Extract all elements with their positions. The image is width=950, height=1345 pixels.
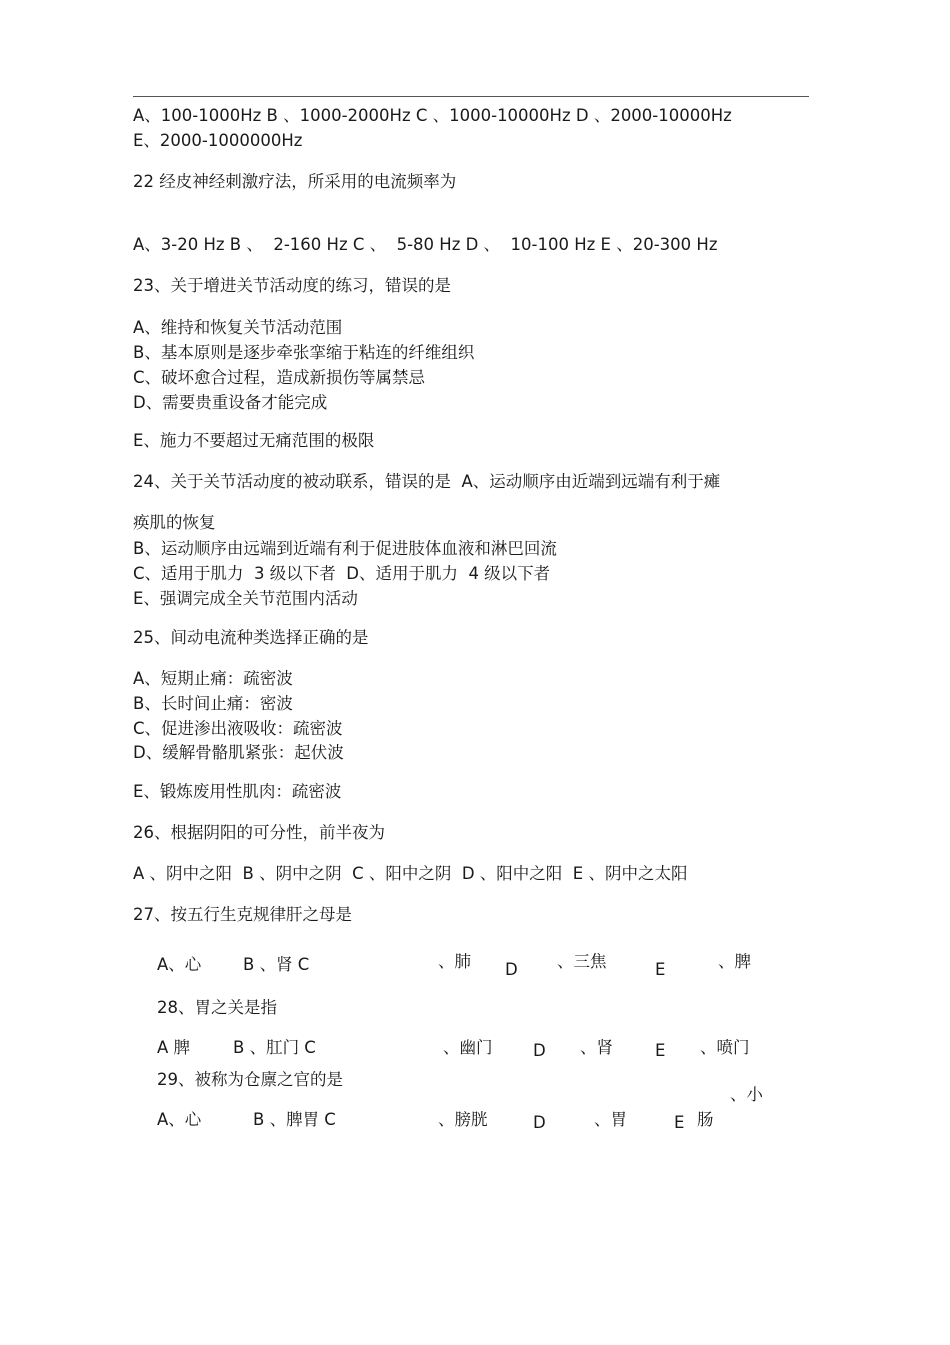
q29-option-c: 、膀胱 [438,1110,488,1129]
q28-option-a: A 脾 [157,1038,191,1057]
q24-stem: 24、关于关节活动度的被动联系，错误的是 A、运动顺序由近端到远端有利于瘫 [133,472,721,491]
q29-option-a: A、心 [157,1110,202,1129]
q28-option-d-letter: D [533,1041,546,1060]
q27-stem: 27、按五行生克规律肝之母是 [133,905,352,924]
q27-option-d: 、三焦 [557,952,607,971]
q21-options-line-2: E、2000-1000000Hz [133,131,303,150]
q27-option-e: 、脾 [718,952,751,971]
q29-option-e-part1: 、小 [730,1085,763,1104]
q24-option-b: B、运动顺序由远端到近端有利于促进肢体血液和淋巴回流 [133,539,557,558]
q24-option-e: E、强调完成全关节范围内活动 [133,589,358,608]
q29-option-e-part2: 肠 [697,1110,714,1129]
q23-stem: 23、关于增进关节活动度的练习，错误的是 [133,276,451,295]
q25-option-b: B、长时间止痛：密波 [133,694,293,713]
q28-option-e: 、喷门 [700,1038,750,1057]
q28-option-c: 、幽门 [443,1038,493,1057]
q25-option-a: A、短期止痛：疏密波 [133,669,293,688]
q26-stem: 26、根据阴阳的可分性，前半夜为 [133,823,385,842]
q23-option-c: C、破坏愈合过程，造成新损伤等属禁忌 [133,368,426,387]
q29-option-e-letter: E [674,1113,685,1132]
q21-options-line-1: A、100-1000Hz B 、1000-2000Hz C 、1000-10000Hz D 、2000-10000Hz [133,106,732,125]
q23-option-a: A、维持和恢复关节活动范围 [133,318,343,337]
q28-option-e-letter: E [655,1041,666,1060]
q27-option-d-letter: D [505,960,518,979]
q22-options: A、3-20 Hz B 、 2-160 Hz C 、 5-80 Hz D 、 10-100 Hz E 、20-300 Hz [133,235,718,254]
q25-option-e: E、锻炼废用性肌肉：疏密波 [133,782,342,801]
q28-option-b: B 、肛门 C [233,1038,316,1057]
q26-options: A 、阴中之阳 B 、阴中之阴 C 、阳中之阴 D 、阳中之阳 E 、阴中之太阳 [133,864,688,883]
q23-option-d: D、需要贵重设备才能完成 [133,393,328,412]
q24-stem-continued: 痪肌的恢复 [133,513,216,532]
q27-option-c: 、肺 [438,952,471,971]
q24-options-cd: C、适用于肌力 3 级以下者 D、适用于肌力 4 级以下者 [133,564,551,583]
q29-option-d: 、胃 [594,1110,627,1129]
q29-option-d-letter: D [533,1113,546,1132]
q22-stem: 22 经皮神经刺激疗法，所采用的电流频率为 [133,172,457,191]
q23-option-e: E、施力不要超过无痛范围的极限 [133,431,375,450]
q27-option-e-letter: E [655,960,666,979]
q27-option-a: A、心 [157,955,202,974]
q27-option-b: B 、肾 C [243,955,310,974]
q29-stem: 29、被称为仓廪之官的是 [157,1070,343,1089]
header-rule [133,96,809,97]
q23-option-b: B、基本原则是逐步牵张挛缩于粘连的纤维组织 [133,343,475,362]
q29-option-b: B 、脾胃 C [253,1110,336,1129]
q28-stem: 28、胃之关是指 [157,998,277,1017]
q25-option-d: D、缓解骨骼肌紧张：起伏波 [133,743,344,762]
q28-option-d: 、肾 [580,1038,613,1057]
q25-stem: 25、间动电流种类选择正确的是 [133,628,369,647]
q25-option-c: C、促进渗出液吸收：疏密波 [133,719,343,738]
